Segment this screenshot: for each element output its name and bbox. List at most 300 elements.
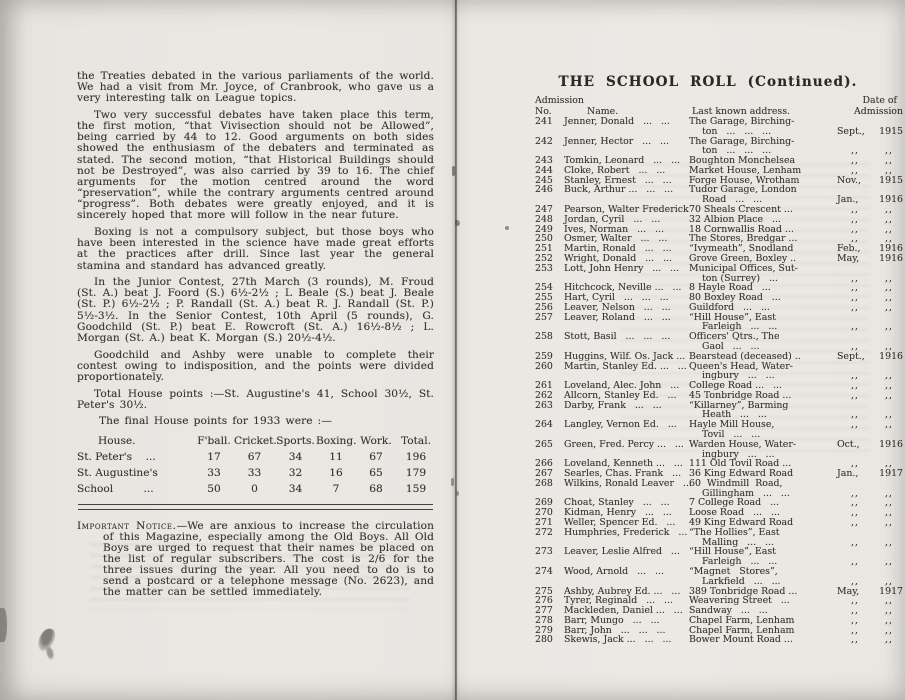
house-value-cell: 179 <box>405 467 427 480</box>
roll-date-year: ,, <box>885 204 893 216</box>
house-points-table <box>77 433 434 497</box>
roll-date <box>837 626 903 636</box>
roll-date <box>837 215 903 225</box>
roll-date <box>837 293 903 303</box>
roll-date <box>837 410 903 420</box>
roll-name: Barr, John ... ... ... <box>564 624 666 636</box>
roll-admission-no: 258 <box>535 331 553 343</box>
roll-date <box>837 596 903 606</box>
roll-admission-no: 267 <box>535 468 553 480</box>
roll-date-month: ,, <box>851 380 859 392</box>
roll-admission-no: 261 <box>535 380 553 392</box>
roll-name: Loveland, Alec. John ... <box>564 380 680 392</box>
roll-date-month: ,, <box>851 213 859 225</box>
important-notice <box>77 521 434 599</box>
roll-name: Hart, Cyril ... ... ... <box>564 292 669 304</box>
roll-admission-no: 250 <box>535 233 553 245</box>
roll-address: 49 King Edward Road <box>689 517 794 529</box>
roll-date-year: ,, <box>885 487 893 499</box>
roll-address: Sandway ... ... <box>689 605 768 617</box>
roll-name: Searles, Chas. Frank ... <box>564 468 682 480</box>
roll-address: “Killarney”, Barming <box>689 399 789 411</box>
roll-date-year: ,, <box>885 389 893 401</box>
house-name-cell: St. Peter's ... <box>77 451 156 464</box>
roll-admission-no: 273 <box>535 546 553 558</box>
roll-date-year: ,, <box>885 145 893 157</box>
house-table-header: Sports. <box>276 435 315 448</box>
roll-date-year: ,, <box>885 419 893 431</box>
roll-admission-no: 244 <box>535 164 553 176</box>
roll-date-month: ,, <box>851 233 859 245</box>
roll-date-year: ,, <box>885 507 893 519</box>
roll-address: 36 King Edward Road <box>689 468 794 480</box>
roll-admission-no: 254 <box>535 282 553 294</box>
notice-body: —We are anxious to increase the circulation of this Magazine, especially among the Old Boys. All Old Boys are urged to request that their names be placed on the list of regular subscribers. The cost is 2/6 for the three issues during the year. All you need to do is to send a postcard or a telephone message (No. 2623), and the matter can be settled immediately. <box>103 519 434 599</box>
roll-date <box>837 469 903 479</box>
paragraph-final-points-intro: The final House points for 1933 were :— <box>99 415 333 428</box>
roll-date-year: 1917 <box>879 468 903 480</box>
roll-name: Langley, Vernon Ed. ... <box>564 419 677 431</box>
roll-date-month: ,, <box>851 497 859 509</box>
house-value-cell: 50 <box>207 483 221 496</box>
roll-date-year: ,, <box>885 164 893 176</box>
roll-date <box>837 547 903 557</box>
roll-date <box>837 401 903 411</box>
house-value-cell: 11 <box>329 451 343 464</box>
roll-address: Heath ... ... <box>702 409 767 421</box>
roll-admission-no: 264 <box>535 419 553 431</box>
roll-date <box>837 127 903 137</box>
roll-date-month: ,, <box>851 340 859 352</box>
roll-address: Hayle Mill House, <box>689 419 775 431</box>
roll-address: College Road ... ... <box>689 380 782 392</box>
header-name: Name. <box>587 105 619 117</box>
notice-lead: Important Notice. <box>77 519 177 532</box>
house-value-cell: 7 <box>332 483 340 496</box>
roll-date-month: ,, <box>851 282 859 294</box>
roll-admission-no: 280 <box>535 634 553 646</box>
roll-address: ingbury ... ... <box>702 448 775 460</box>
roll-address: ton ... ... ... <box>702 145 772 157</box>
roll-date-month: ,, <box>851 458 859 470</box>
roll-admission-no: 263 <box>535 399 553 411</box>
roll-date <box>837 450 903 460</box>
roll-date-month: Feb., <box>837 243 861 255</box>
roll-name: Huggins, Wilf. Os. Jack ... <box>564 350 686 362</box>
roll-name: Allcorn, Stanley Ed. ... <box>564 389 677 401</box>
roll-address: The Stores, Bredgar ... <box>689 233 798 245</box>
roll-date-month: ,, <box>851 624 859 636</box>
roll-address: Gillingham ... ... <box>702 487 790 499</box>
roll-date <box>837 635 903 645</box>
roll-date <box>837 254 903 264</box>
roll-name: Wilkins, Ronald Leaver ... <box>564 477 692 489</box>
paragraph-goodchild-ashby: Goodchild and Ashby were unable to complete their contest owing to indisposition, and the points were divided proportionately. <box>77 348 434 383</box>
roll-name: Jenner, Donald ... ... <box>564 116 670 127</box>
paper-speck <box>452 166 455 176</box>
roll-admission-no: 270 <box>535 507 553 519</box>
house-name-cell: School ... <box>77 483 154 496</box>
roll-admission-no: 251 <box>535 243 553 255</box>
roll-address: Bower Mount Road ... <box>689 634 793 646</box>
roll-date-year: 1916 <box>879 252 903 264</box>
roll-date <box>837 264 903 274</box>
roll-address: 7 College Road ... <box>689 497 780 509</box>
roll-date-month: ,, <box>851 370 859 382</box>
house-table-header: House. <box>98 435 136 448</box>
roll-date-year: ,, <box>885 370 893 382</box>
roll-address: 32 Albion Place ... <box>689 213 781 225</box>
roll-name: Jordan, Cyril ... ... <box>564 213 661 225</box>
roll-date-month: Jan., <box>837 194 859 206</box>
roll-admission-no: 278 <box>535 614 553 626</box>
roll-admission-no: 262 <box>535 389 553 401</box>
roll-date-month: Sept., <box>837 125 865 137</box>
header-address: Last known address. <box>692 105 791 117</box>
roll-date <box>837 156 903 166</box>
house-value-cell: 68 <box>369 483 383 496</box>
roll-address: 18 Cornwallis Road ... <box>689 223 794 235</box>
roll-date-year: 1917 <box>879 585 903 597</box>
roll-admission-no: 277 <box>535 605 553 617</box>
house-value-cell: 34 <box>288 451 303 464</box>
roll-date <box>837 508 903 518</box>
roll-date-month: ,, <box>851 301 859 313</box>
roll-name: Weller, Spencer Ed. ... <box>564 517 676 529</box>
roll-name: Wood, Arnold ... ... <box>564 565 664 577</box>
roll-date <box>837 274 903 284</box>
roll-date-month: ,, <box>851 164 859 176</box>
roll-date-year: 1915 <box>879 174 903 186</box>
roll-address: Guildford ... ... <box>689 301 770 313</box>
roll-name: Skewis, Jack ... ... ... <box>564 634 672 646</box>
roll-date-month: Jan., <box>837 468 859 480</box>
roll-admission-no: 242 <box>535 135 553 147</box>
roll-date-year: ,, <box>885 624 893 636</box>
roll-name: Ives, Norman ... ... <box>564 223 664 235</box>
right-page <box>458 0 905 700</box>
roll-address: Tovil ... ... <box>702 429 761 440</box>
roll-date-month: ,, <box>851 204 859 216</box>
house-value-cell: 16 <box>329 467 343 480</box>
roll-date-month: ,, <box>851 389 859 401</box>
house-value-cell: 34 <box>288 483 303 496</box>
roll-date-year: ,, <box>885 321 893 333</box>
roll-date-month: ,, <box>851 634 859 646</box>
roll-date-month: Oct., <box>837 438 860 450</box>
roll-date <box>837 303 903 313</box>
roll-date-year: 1916 <box>879 350 903 362</box>
roll-name: Leaver, Leslie Alfred ... <box>564 546 680 558</box>
paragraph-treaties: the Treaties debated in the various parliaments of the world. We had a visit from Mr. Joyce, of Cranbrook, who gave us a very interesting talk on League topics. <box>77 70 434 105</box>
roll-date <box>837 176 903 186</box>
roll-admission-no: 252 <box>535 252 553 264</box>
roll-address: Grove Green, Boxley .. <box>689 252 797 264</box>
roll-address: ingbury ... ... <box>702 370 775 382</box>
roll-address: 111 Old Tovil Road ... <box>689 458 792 470</box>
roll-date-month: ,, <box>851 614 859 626</box>
roll-date-year: ,, <box>885 213 893 225</box>
roll-address: 45 Tonbridge Road ... <box>689 389 792 401</box>
roll-date-year: ,, <box>885 292 893 304</box>
page-title: THE SCHOOL ROLL (Continued). <box>558 74 858 90</box>
roll-date-month: ,, <box>851 155 859 167</box>
roll-address: Municipal Offices, Sut- <box>689 262 798 274</box>
roll-address: Malling ... ... <box>702 536 774 548</box>
roll-name: Choat, Stanley ... ... <box>564 497 670 509</box>
roll-date <box>837 528 903 538</box>
roll-address: Chapel Farm, Lenham <box>689 614 795 626</box>
roll-address: 8 Hayle Road ... <box>689 282 771 294</box>
ink-blot-tail <box>44 645 55 661</box>
roll-date <box>837 352 903 362</box>
roll-name: Kidman, Henry ... ... <box>564 507 672 519</box>
roll-admission-no: 241 <box>535 116 553 127</box>
house-value-cell: 33 <box>247 467 262 480</box>
roll-date-year: 1916 <box>879 243 903 255</box>
roll-name: Wright, Donald ... ... <box>564 252 673 264</box>
roll-admission-no: 256 <box>535 301 553 313</box>
roll-address: Larkfield ... ... <box>702 575 781 587</box>
roll-date-year: ,, <box>885 155 893 167</box>
roll-date-month: ,, <box>851 321 859 333</box>
roll-date-year: ,, <box>885 282 893 294</box>
roll-entries <box>535 117 903 645</box>
roll-date-year: ,, <box>885 605 893 617</box>
house-table-header: Total. <box>401 435 431 448</box>
roll-name: Buck, Arthur ... ... ... <box>564 184 674 196</box>
roll-date <box>837 538 903 548</box>
roll-date <box>837 225 903 235</box>
roll-date-month: ,, <box>851 536 859 548</box>
house-value-cell: 196 <box>405 451 427 464</box>
house-name-cell: St. Augustine's <box>77 467 158 480</box>
house-value-cell: 0 <box>251 483 258 496</box>
house-table-header: F'ball. <box>197 435 231 448</box>
roll-date-year: ,, <box>885 340 893 352</box>
roll-date <box>837 557 903 567</box>
roll-name: Stott, Basil ... ... ... <box>564 331 671 343</box>
roll-date-month: May, <box>837 585 860 597</box>
roll-address: Tudor Garage, London <box>689 184 797 196</box>
roll-address: Queen's Head, Water- <box>689 360 793 372</box>
roll-date-year: 1915 <box>879 125 903 137</box>
roll-admission-no: 272 <box>535 526 553 538</box>
roll-date-month: ,, <box>851 575 859 587</box>
roll-name: Green, Fred. Percy ... ... <box>564 438 684 450</box>
roll-date <box>837 313 903 323</box>
roll-address: “Ivymeath”, Snodland <box>689 243 794 255</box>
roll-date-month: ,, <box>851 517 859 529</box>
roll-admission-no: 279 <box>535 624 553 636</box>
roll-admission-no: 259 <box>535 350 553 362</box>
roll-date <box>837 283 903 293</box>
roll-name: Loveland, Kenneth ... ... <box>564 458 683 470</box>
roll-date-month: ,, <box>851 292 859 304</box>
roll-date-month: ,, <box>851 507 859 519</box>
house-table-header: Work. <box>360 435 392 448</box>
roll-name: Leaver, Roland ... ... <box>564 311 671 323</box>
roll-date-year: ,, <box>885 614 893 626</box>
roll-date-year: ,, <box>885 233 893 245</box>
roll-name: Hitchcock, Neville ... ... <box>564 282 682 294</box>
paragraph-contests: In the Junior Contest, 27th March (3 rounds), M. Froud (St. A.) beat J. Foord (S.) 6½-2½ ; L Beale (S.) beat J. Beale (St. P.) 6½-2½ ; P. Randall (St. A.) beat R. J. Randall (St. P.) 5½-3½. In the Senior Contest, 10th April (5 rounds), G. Goodchild (St. P.) beat E. Rowcroft (St. A.) 16½-8½ ; L. Morgan (St. A.) beat K. Morgan (S.) 20½-4½. <box>77 276 434 344</box>
roll-date-month: ,, <box>851 272 859 284</box>
roll-address: 70 Sheals Crescent ... <box>689 204 793 216</box>
roll-address: Weavering Street ... <box>689 595 790 607</box>
roll-date-month: Sept., <box>837 350 865 362</box>
roll-admission-no: 275 <box>535 585 553 597</box>
roll-address: Market House, Lenham <box>689 164 802 176</box>
roll-date <box>837 587 903 597</box>
roll-name: Jenner, Hector ... ... <box>564 135 669 147</box>
roll-date-year: ,, <box>885 223 893 235</box>
house-value-cell: 67 <box>369 451 383 464</box>
paragraph-boxing: Boxing is not a compulsory subject, but those boys who have been interested in the science have made great efforts at the practices after drill. Since last year the general stamina and standard has advanced greatly. <box>77 226 434 272</box>
roll-address: 80 Boxley Road ... <box>689 292 781 304</box>
roll-date <box>837 498 903 508</box>
roll-address: Boughton Monchelsea <box>689 155 796 167</box>
roll-date-month: ,, <box>851 419 859 431</box>
roll-admission-no: 269 <box>535 497 553 509</box>
roll-date-year: ,, <box>885 301 893 313</box>
roll-date <box>837 479 903 489</box>
roll-admission-no: 276 <box>535 595 553 607</box>
roll-address: “Magnet Stores”, <box>689 565 778 577</box>
roll-date-year: ,, <box>885 595 893 607</box>
roll-date <box>837 616 903 626</box>
roll-address: 389 Tonbridge Road ... <box>689 585 798 597</box>
house-value-cell: 32 <box>288 467 303 480</box>
house-table-header: Boxing. <box>316 435 357 448</box>
roll-name: Osmer, Walter ... ... <box>564 233 668 245</box>
roll-date-year: ,, <box>885 575 893 587</box>
header-date-of: Date of <box>862 95 897 106</box>
roll-admission-no: 247 <box>535 204 553 216</box>
roll-name: Lott, John Henry ... ... <box>564 262 680 274</box>
roll-date-year: ,, <box>885 380 893 392</box>
header-admission: Admission <box>535 95 584 106</box>
roll-address: Forge House, Wrotham <box>689 174 800 186</box>
roll-address: Officers' Qtrs., The <box>689 331 780 343</box>
roll-date-year: ,, <box>885 409 893 421</box>
roll-name: Mackleden, Daniel ... ... <box>564 605 683 617</box>
roll-date <box>837 146 903 156</box>
roll-date-month: ,, <box>851 487 859 499</box>
house-value-cell: 65 <box>369 467 383 480</box>
roll-date <box>837 391 903 401</box>
house-table-header: Cricket. <box>234 435 277 448</box>
roll-name: Barr, Mungo ... ... <box>564 614 660 626</box>
paper-speck <box>451 478 454 486</box>
roll-name: Tomkin, Leonard ... ... <box>564 155 681 167</box>
roll-admission-no: 268 <box>535 477 553 489</box>
roll-name: Martin, Stanley Ed. ... ... <box>564 360 687 372</box>
roll-date <box>837 518 903 528</box>
roll-address: Bearstead (deceased) .. <box>689 350 801 362</box>
roll-address: Road ... ... <box>702 194 763 206</box>
roll-address: “The Hollies”, East <box>689 526 780 538</box>
roll-date-year: 1916 <box>879 438 903 450</box>
roll-address: ton ... ... ... <box>702 125 772 137</box>
roll-date-year: ,, <box>885 458 893 470</box>
roll-address: The Garage, Birching- <box>689 116 795 127</box>
roll-address: Loose Road ... ... <box>689 507 780 519</box>
roll-name: Stanley, Ernest ... ... <box>564 174 672 186</box>
roll-admission-no: 243 <box>535 155 553 167</box>
section-divider <box>78 504 433 510</box>
edge-smudge <box>0 608 7 642</box>
roll-name: Pearson, Walter Frederick <box>564 204 689 216</box>
roll-date-year: ,, <box>885 634 893 646</box>
roll-address: Warden House, Water- <box>689 438 797 450</box>
header-admission-date: Admission <box>854 105 903 117</box>
house-value-cell: 67 <box>247 451 262 464</box>
left-page <box>77 71 434 604</box>
roll-name: Leaver, Nelson ... ... <box>564 301 671 313</box>
roll-date <box>837 332 903 342</box>
roll-name: Martin, Ronald ... ... <box>564 243 672 255</box>
roll-address: “Hill House”, East <box>689 311 776 323</box>
roll-admission-no: 245 <box>535 174 553 186</box>
roll-date <box>837 567 903 577</box>
roll-address: 60 Windmill Road, <box>689 477 783 489</box>
school-roll-table <box>535 96 903 645</box>
house-value-cell: 159 <box>405 483 427 496</box>
roll-admission-no: 253 <box>535 262 553 274</box>
roll-date <box>837 205 903 215</box>
ink-blot <box>36 626 58 653</box>
roll-admission-no: 246 <box>535 184 553 196</box>
roll-name: Humphries, Frederick ... <box>564 526 688 538</box>
paragraph-debates: Two very successful debates have taken place this term, the first motion, “that Vivisection should not be Allowed”, being carried by 44 to 12. Good arguments on both sides showed the enthusiasm of the debaters and terminated as stated. The second motion, “that Historical Buildings should not be Destroyed”, was also carried by 39 to 16. The chief arguments for the motion centred around the word “preservation”, while the contrary arguments centred around “progress”. Both debates were greatly enjoyed, and it is sincerely hoped that more will follow in the near future. <box>77 108 434 222</box>
roll-date <box>837 606 903 616</box>
roll-date <box>837 195 903 205</box>
roll-admission-no: 274 <box>535 565 553 577</box>
house-value-cell: 33 <box>207 467 221 480</box>
header-no: No. <box>535 105 552 117</box>
roll-date-month: ,, <box>851 556 859 568</box>
roll-address: “Hill House”, East <box>689 546 776 558</box>
roll-date <box>837 420 903 430</box>
roll-date <box>837 371 903 381</box>
roll-admission-no: 265 <box>535 438 553 450</box>
roll-date <box>837 489 903 499</box>
roll-name: Cloke, Robert ... ... <box>564 164 666 176</box>
roll-date-month: ,, <box>851 223 859 235</box>
roll-table-header <box>535 96 903 117</box>
roll-row <box>535 635 903 645</box>
roll-date-year: ,, <box>885 497 893 509</box>
roll-date-year: ,, <box>885 517 893 529</box>
roll-address: Farleigh ... ... <box>702 556 778 568</box>
roll-date <box>837 362 903 372</box>
roll-date-month: ,, <box>851 605 859 617</box>
roll-date-year: ,, <box>885 272 893 284</box>
roll-date-year: 1916 <box>879 194 903 206</box>
roll-name: Tyrer, Reginald ... ... <box>564 595 673 607</box>
roll-date <box>837 381 903 391</box>
roll-address: Farleigh ... ... <box>702 321 778 333</box>
roll-admission-no: 266 <box>535 458 553 470</box>
roll-admission-no: 248 <box>535 213 553 225</box>
roll-admission-no: 249 <box>535 223 553 235</box>
roll-date-month: ,, <box>851 409 859 421</box>
roll-date <box>837 137 903 147</box>
roll-date <box>837 322 903 332</box>
roll-address: Gaol ... ... <box>702 340 760 352</box>
roll-address: ton (Surrey) ... <box>702 272 778 284</box>
